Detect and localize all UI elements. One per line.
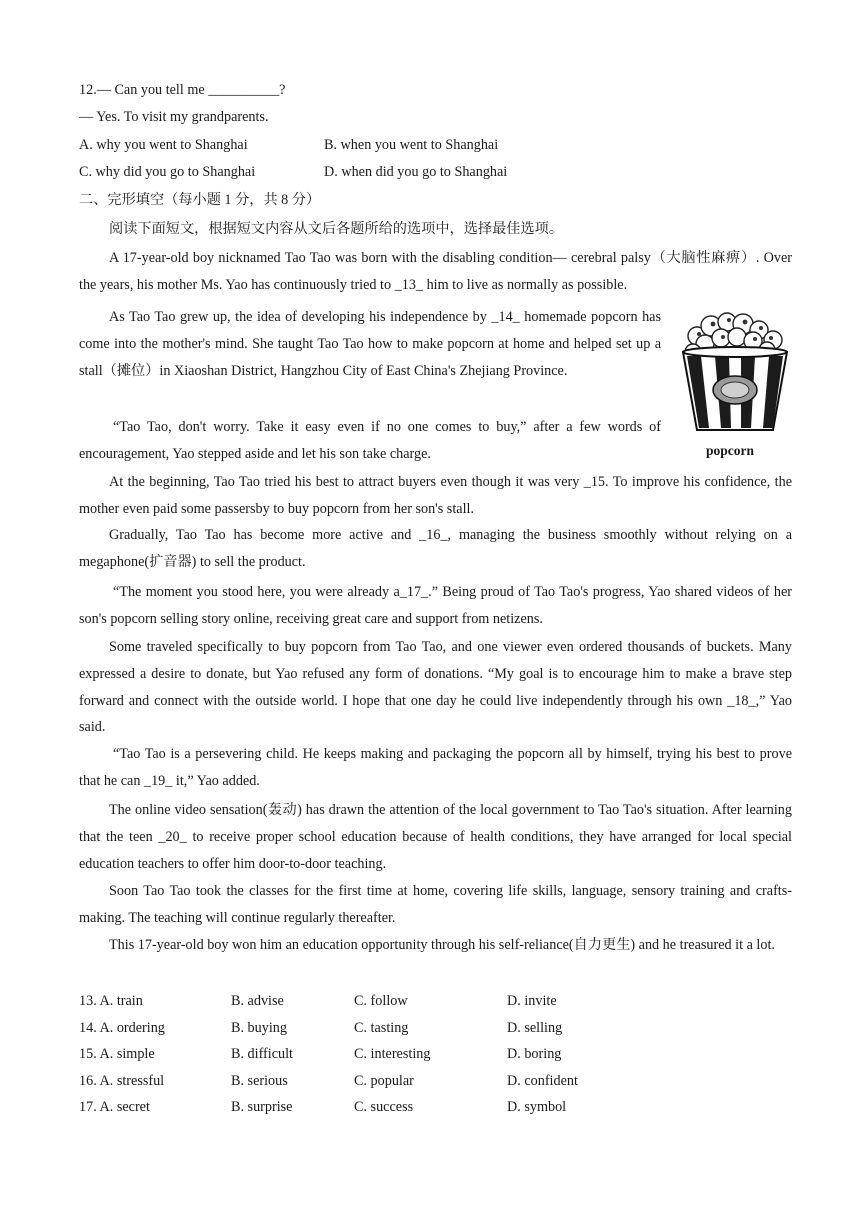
passage-paragraph-1: A 17-year-old boy nicknamed Tao Tao was born with the disabling condition— cerebral palsy（大脑性麻痹）. Over the years, his mother Ms. Yao has continuously tried to _13_ him to live as normally as possible. <box>79 250 792 293</box>
question-12-reply: — Yes. To visit my grandparents. <box>79 109 269 125</box>
option-14-a: 14. A. ordering <box>79 1020 165 1036</box>
option-15-c: C. interesting <box>354 1046 431 1062</box>
option-13-b: B. advise <box>231 993 284 1009</box>
passage-paragraph-8: “Tao Tao is a persevering child. He keeps making and packaging the popcorn all by himself, trying his best to prove that he can _19_ it,” Yao added. <box>79 746 792 789</box>
passage-paragraph-7: Some traveled specifically to buy popcorn from Tao Tao, and one viewer even ordered thousands of buckets. Many expressed a desire to donate, but Yao refused any form of donations. “My goal is to encourage him to make a brave step forward and connect with the outside world. I hope that one day he could live independently through his own _18_,” Yao said. <box>79 639 792 736</box>
option-16-d: D. confident <box>507 1073 578 1089</box>
option-16-a: 16. A. stressful <box>79 1073 165 1089</box>
option-17-b: B. surprise <box>231 1099 293 1115</box>
question-12-stem: 12.— Can you tell me __________? <box>79 82 286 98</box>
figure-caption: popcorn <box>706 443 755 458</box>
option-13-d: D. invite <box>507 993 557 1009</box>
section-heading: 二、完形填空（每小题 1 分，共 8 分） <box>79 192 321 208</box>
option-17-a: 17. A. secret <box>79 1099 150 1115</box>
section-instruction: 阅读下面短文，根据短文内容从文后各题所给的选项中，选择最佳选项。 <box>109 221 564 237</box>
question-12-option-b: B. when you went to Shanghai <box>324 137 499 153</box>
option-13-c: C. follow <box>354 993 408 1009</box>
question-12-option-c: C. why did you go to Shanghai <box>79 164 256 180</box>
option-14-b: B. buying <box>231 1020 287 1036</box>
popcorn-bucket-icon <box>675 310 795 460</box>
option-17-c: C. success <box>354 1099 414 1115</box>
option-16-b: B. serious <box>231 1073 288 1089</box>
passage-paragraph-9: The online video sensation(轰动) has drawn the attention of the local government to Tao Tao's situation. After learning that the teen _20_ to receive proper school education because of health conditions, they have arranged for local special education teachers to offer him door-to-door teaching. <box>79 802 792 872</box>
passage-paragraph-6: “The moment you stood here, you were already a_17_.” Being proud of Tao Tao's progress, Yao shared videos of her son's popcorn selling story online, receiving great care and support from netizens. <box>79 584 792 627</box>
question-12-option-a: A. why you went to Shanghai <box>79 137 248 153</box>
passage-paragraph-10: Soon Tao Tao took the classes for the first time at home, covering life skills, language, sensory training and crafts-making. The teaching will continue regularly thereafter. <box>79 883 792 926</box>
option-15-b: B. difficult <box>231 1046 294 1062</box>
option-16-c: C. popular <box>354 1073 414 1089</box>
option-15-d: D. boring <box>507 1046 562 1062</box>
passage-paragraph-4: At the beginning, Tao Tao tried his best to attract buyers even though it was very _15. To improve his confidence, the mother even paid some passersby to buy popcorn from her son's stall. <box>79 474 792 517</box>
passage-paragraph-3: “Tao Tao, don't worry. Take it easy even if no one comes to buy,” after a few words of encouragement, Yao stepped aside and let his son take charge. <box>79 419 661 462</box>
passage-paragraph-11: This 17-year-old boy won him an education opportunity through his self-reliance(自力更生) and he treasured it a lot. <box>109 937 775 953</box>
question-12-option-d: D. when did you go to Shanghai <box>324 164 508 180</box>
option-14-c: C. tasting <box>354 1020 409 1036</box>
option-13-a: 13. A. train <box>79 993 143 1009</box>
passage-paragraph-2: As Tao Tao grew up, the idea of developing his independence by _14_ homemade popcorn has come into the mother's mind. She taught Tao Tao how to make popcorn at home and helped set up a stall（摊位）in Xiaoshan District, Hangzhou City of East China's Zhejiang Province. <box>79 309 661 379</box>
option-15-a: 15. A. simple <box>79 1046 155 1062</box>
passage-paragraph-5: Gradually, Tao Tao has become more active and _16_, managing the business smoothly without relying on a megaphone(扩音器) to sell the product. <box>79 527 792 570</box>
option-14-d: D. selling <box>507 1020 563 1036</box>
option-17-d: D. symbol <box>507 1099 567 1115</box>
